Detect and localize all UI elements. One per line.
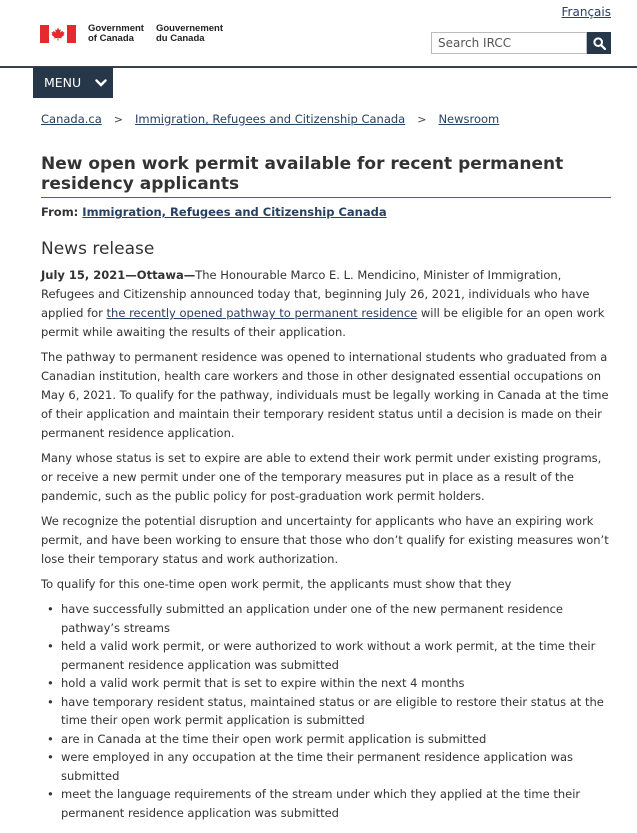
- search-button[interactable]: [587, 32, 611, 54]
- menu-label: MENU: [44, 75, 82, 90]
- menu-button[interactable]: [33, 67, 113, 98]
- from-department-link[interactable]: Immigration, Refugees and Citizenship Canada: [82, 205, 387, 219]
- signature-french: Gouvernement du Canada: [155, 23, 224, 44]
- breadcrumb: [41, 112, 499, 126]
- list-item: • held a valid work permit, or were authorized to work without a work permit, at the time their permanent residence application was submitted: [41, 637, 613, 674]
- breadcrumb-separator: >: [113, 112, 124, 126]
- pathway-link[interactable]: the recently opened pathway to permanent residence: [106, 306, 418, 320]
- paragraph: Many whose status is set to expire are able to extend their work permit under existing programs, or receive a new permit under one of the temporary measures put in place as a result of the pandemic, such as the public policy for post-graduation work permit holders.: [41, 451, 602, 503]
- breadcrumb-canada-link[interactable]: Canada.ca: [41, 112, 102, 126]
- title-underline: [41, 197, 611, 198]
- list-item: • were employed in any occupation at the time their permanent residence application was submitted: [41, 748, 613, 785]
- breadcrumb-separator: >: [417, 112, 427, 126]
- government-signature[interactable]: [40, 24, 223, 44]
- list-item: • have temporary resident status, maintained status or are eligible to restore their status at the time their open work permit application is submitted: [41, 693, 613, 730]
- search-input[interactable]: Search IRCC: [431, 32, 587, 54]
- paragraph: We recognize the potential disruption and uncertainty for applicants who have an expiring work permit, and have been working to ensure that those who don’t qualify for existing measures won’t lose their temporary status and work authorization.: [41, 514, 609, 566]
- search-form: [431, 32, 611, 54]
- dateline: July 15, 2021—Ottawa—: [41, 268, 196, 282]
- breadcrumb-ircc-link[interactable]: Immigration, Refugees and Citizenship Canada: [135, 112, 406, 126]
- chevron-down-icon: [95, 77, 107, 89]
- list-item: • have successfully submitted an application under one of the new permanent residence pathway’s streams: [41, 600, 613, 637]
- list-item: • meet the language requirements of the stream under which they applied at the time their permanent residence application was submitted: [41, 785, 613, 822]
- canada-flag-icon: [40, 25, 76, 43]
- article-body: [41, 266, 613, 822]
- from-line: [41, 205, 387, 219]
- language-toggle-link[interactable]: Français: [561, 5, 611, 19]
- list-item: • are in Canada at the time their open work permit application is submitted: [41, 730, 613, 749]
- page-title: New open work permit available for recent permanent residency applicants: [41, 154, 564, 194]
- paragraph: July 15, 2021—Ottawa—The Honourable Marco E. L. Mendicino, Minister of Immigration, Refugees and Citizenship announced today that, beginning July 26, 2021, individuals who have applied for the recently opened pathway to permanent residence will be eligible for an open work permit while awaiting the results of their application.: [41, 268, 605, 339]
- signature-english: Government of Canada: [88, 23, 144, 44]
- search-icon: [593, 37, 606, 50]
- from-label: From:: [41, 205, 79, 219]
- paragraph: To qualify for this one-time open work permit, the applicants must show that they: [41, 577, 512, 591]
- section-heading: News release: [41, 239, 155, 259]
- breadcrumb-newsroom-link[interactable]: Newsroom: [438, 112, 500, 126]
- list-item: • hold a valid work permit that is set to expire within the next 4 months: [41, 674, 613, 693]
- paragraph: The pathway to permanent residence was opened to international students who graduated from a Canadian institution, health care workers and those in other designated essential occupations on May 6, 2021. To qualify for the pathway, individuals must be legally working in Canada at the time of their application and maintain their temporary resident status until a decision is made on their permanent residence application.: [41, 350, 609, 440]
- requirements-list: [41, 600, 613, 822]
